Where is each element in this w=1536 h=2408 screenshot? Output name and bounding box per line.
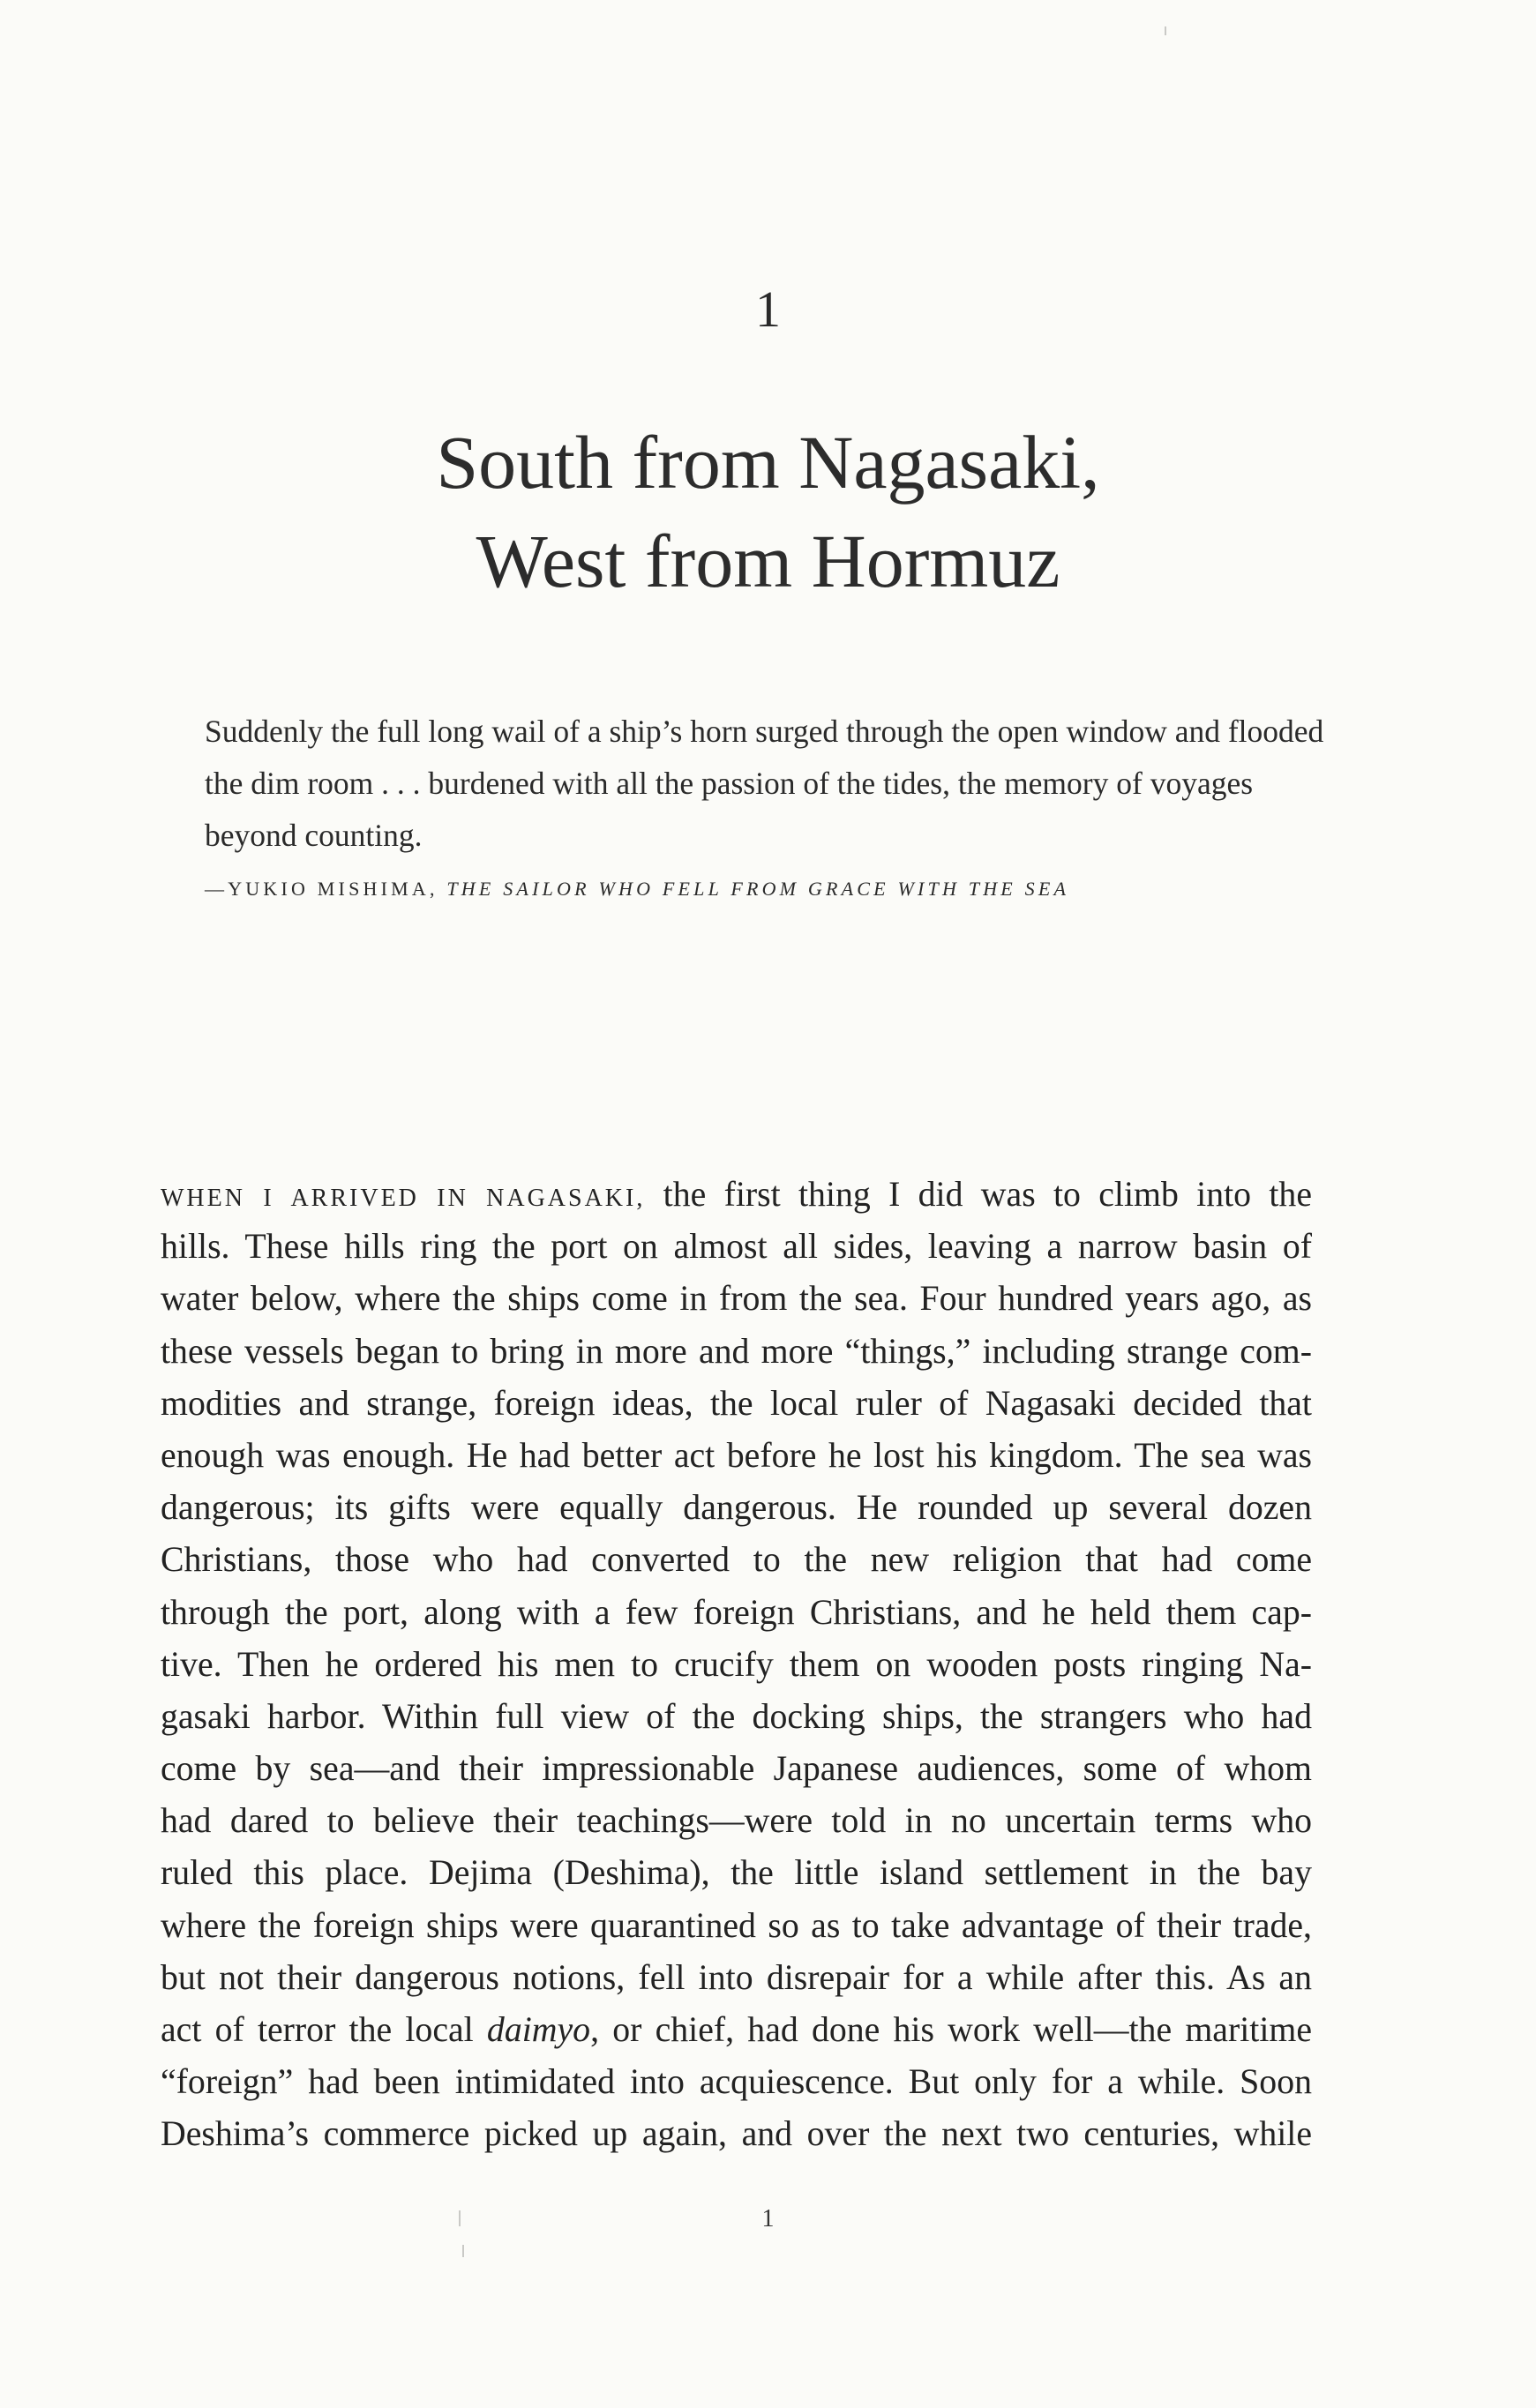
italic-term: daimyo [486, 2010, 591, 2049]
text-line: water below, where the ships come in from the sea. Four hundred years ago, as [161, 1279, 1312, 1319]
epigraph-author: —YUKIO MISHIMA, [205, 878, 438, 900]
text-line: ruled this place. Dejima (Deshima), the little island settlement in the bay [161, 1853, 1312, 1893]
lead-in-smallcaps: WHEN I ARRIVED IN NAGASAKI, [161, 1185, 646, 1212]
text-line: hills. These hills ring the port on almost all sides, leaving a narrow basin of [161, 1227, 1312, 1267]
scan-artifact [459, 2210, 461, 2226]
epigraph-work-title: THE SAILOR WHO FELL FROM GRACE WITH THE SEA [446, 878, 1070, 900]
text-line: but not their dangerous notions, fell into disrepair for a while after this. As an [161, 1957, 1312, 1997]
text-line: modities and strange, foreign ideas, the local ruler of Nagasaki decided that [161, 1383, 1312, 1423]
chapter-title-line-1: South from Nagasaki, [436, 420, 1100, 505]
page-number: 1 [761, 2205, 775, 2232]
text-line: enough was enough. He had better act before he lost his kingdom. The sea was [161, 1435, 1312, 1475]
chapter-title-line-2: West from Hormuz [476, 519, 1060, 603]
text-line: gasaki harbor. Within full view of the docking ships, the strangers who had [161, 1696, 1312, 1736]
text-line: WHEN I ARRIVED IN NAGASAKI, the first thing I did was to climb into the [161, 1175, 1312, 1214]
scan-artifact [462, 2245, 464, 2257]
epigraph-quote: Suddenly the full long wail of a ship’s horn surged through the open window and flooded the dim room . . . burdened with all the passion of the tides, the memory of voyages beyond counting. [205, 714, 1324, 853]
text-line: tive. Then he ordered his men to crucify them on wooden posts ringing Na- [161, 1644, 1312, 1684]
chapter-number: 1 [755, 280, 781, 338]
text-line: come by sea—and their impressionable Japanese audiences, some of whom [161, 1749, 1312, 1789]
text-line: where the foreign ships were quarantined so as to take advantage of their trade, [161, 1905, 1312, 1945]
text-line: act of terror the local daimyo, or chief, had done his work well—the maritime [161, 2010, 1312, 2049]
chapter-title [0, 413, 1536, 610]
epigraph-attribution [205, 875, 1352, 903]
text-line: “foreign” had been intimidated into acquiescence. But only for a while. Soon [161, 2062, 1312, 2102]
text-line: had dared to believe their teachings—were told in no uncertain terms who [161, 1801, 1312, 1841]
text-line: through the port, along with a few foreign Christians, and he held them cap- [161, 1592, 1312, 1632]
text-line: Deshima’s commerce picked up again, and over the next two centuries, while [161, 2114, 1312, 2154]
body-text [161, 1169, 1312, 2161]
text-line: dangerous; its gifts were equally dangerous. He rounded up several dozen [161, 1488, 1312, 1528]
text-line: Christians, those who had converted to the new religion that had come [161, 1540, 1312, 1580]
scan-artifact [1165, 26, 1166, 35]
text-line: these vessels began to bring in more and more “things,” including strange com- [161, 1331, 1312, 1371]
